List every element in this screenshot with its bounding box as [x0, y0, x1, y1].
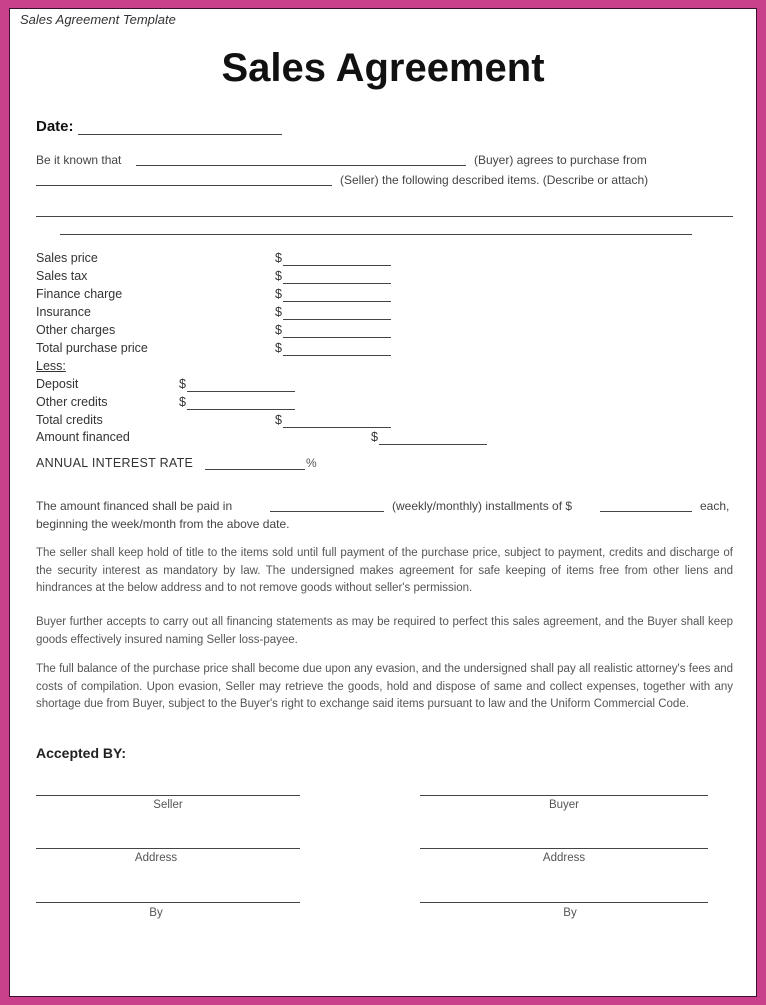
description-line[interactable] [60, 224, 692, 235]
item-label-other-credits: Other credits [36, 395, 108, 409]
seller-by-label: By [149, 907, 163, 919]
dollar-sign: $ [275, 413, 282, 427]
deposit-field[interactable] [187, 377, 295, 392]
dollar-sign: $ [179, 395, 186, 409]
intro-buyer-text: (Buyer) agrees to purchase from [474, 153, 647, 167]
seller-address-line[interactable] [36, 838, 300, 849]
item-label-total-credits: Total credits [36, 413, 103, 427]
buyer-signature-line[interactable] [420, 785, 708, 796]
item-label-deposit: Deposit [36, 377, 79, 391]
seller-name-field[interactable] [36, 171, 332, 186]
item-label-amount-financed: Amount financed [36, 430, 130, 444]
installment-text-end: each, [700, 499, 730, 513]
dollar-sign: $ [275, 323, 282, 337]
installment-text-middle: (weekly/monthly) installments of $ [392, 499, 573, 513]
description-line[interactable] [36, 206, 733, 217]
dollar-sign: $ [275, 305, 282, 319]
default-paragraph: The full balance of the purchase price shall become due upon any evasion, and the undersigned shall pay all realistic attorney's fees and costs of compilation. Upon evasion, Seller may retrieve the goods, hold and dispose of same and collect expenses, together with any shortage due from Buyer, subject to the Buyer's right to exchange said items pursuant to law and the Uniform Commercial Code. [36, 663, 733, 710]
accepted-by-label: Accepted BY: [36, 745, 126, 761]
template-label: Sales Agreement Template [20, 12, 176, 27]
dollar-sign: $ [371, 430, 378, 444]
other-charges-field[interactable] [283, 323, 391, 338]
buyer-label: Buyer [548, 799, 580, 811]
item-label-total-purchase-price: Total purchase price [36, 341, 148, 355]
installment-text-start: The amount financed shall be paid in [36, 499, 233, 513]
percent-sign: % [306, 456, 317, 470]
item-label-sales-price: Sales price [36, 251, 98, 265]
dollar-sign: $ [275, 269, 282, 283]
financing-paragraph: Buyer further accepts to carry out all financing statements as may be required to perfect this sales agreement, and the Buyer shall keep goods effectively insured naming Seller loss-payee. [36, 616, 733, 646]
interest-rate-field[interactable] [205, 455, 305, 470]
seller-by-line[interactable] [36, 892, 300, 903]
interest-rate-label: ANNUAL INTEREST RATE [36, 456, 194, 470]
buyer-by-label: By [563, 907, 577, 919]
item-label-finance-charge: Finance charge [36, 287, 123, 301]
item-label-other-charges: Other charges [36, 323, 116, 337]
finance-charge-field[interactable] [283, 287, 391, 302]
insurance-field[interactable] [283, 305, 391, 320]
dollar-sign: $ [275, 341, 282, 355]
date-label: Date: [36, 118, 74, 135]
sales-price-field[interactable] [283, 251, 391, 266]
document-title: Sales Agreement [221, 46, 545, 90]
installment-count-field[interactable] [270, 497, 384, 512]
buyer-address-label: Address [542, 852, 586, 864]
buyer-address-line[interactable] [420, 838, 708, 849]
total-credits-field[interactable] [283, 413, 391, 428]
installment-text-beginning: beginning the week/month from the above date. [36, 517, 290, 531]
seller-signature-line[interactable] [36, 785, 300, 796]
other-credits-field[interactable] [187, 395, 295, 410]
less-label: Less: [36, 359, 66, 373]
intro-start-text: Be it known that [36, 153, 122, 167]
intro-seller-text: (Seller) the following described items. (Describe or attach) [340, 173, 649, 187]
date-field[interactable] [78, 118, 282, 135]
item-label-insurance: Insurance [36, 305, 91, 319]
seller-address-label: Address [134, 852, 178, 864]
dollar-sign: $ [275, 251, 282, 265]
seller-label: Seller [153, 799, 183, 811]
dollar-sign: $ [275, 287, 282, 301]
dollar-sign: $ [179, 377, 186, 391]
title-retention-paragraph: The seller shall keep hold of title to the items sold until full payment of the purchase price, subject to payment, credits and discharge of the security interest as mandatory by law. The undersigned makes agreement for safe keeping of items free from other liens and hindrances at the below address and to not remove goods without seller's permission. [36, 547, 733, 594]
buyer-by-line[interactable] [420, 892, 708, 903]
item-label-sales-tax: Sales tax [36, 269, 88, 283]
installment-amount-field[interactable] [600, 497, 692, 512]
sales-tax-field[interactable] [283, 269, 391, 284]
buyer-name-field[interactable] [136, 151, 466, 166]
amount-financed-field[interactable] [379, 430, 487, 445]
total-purchase-price-field[interactable] [283, 341, 391, 356]
